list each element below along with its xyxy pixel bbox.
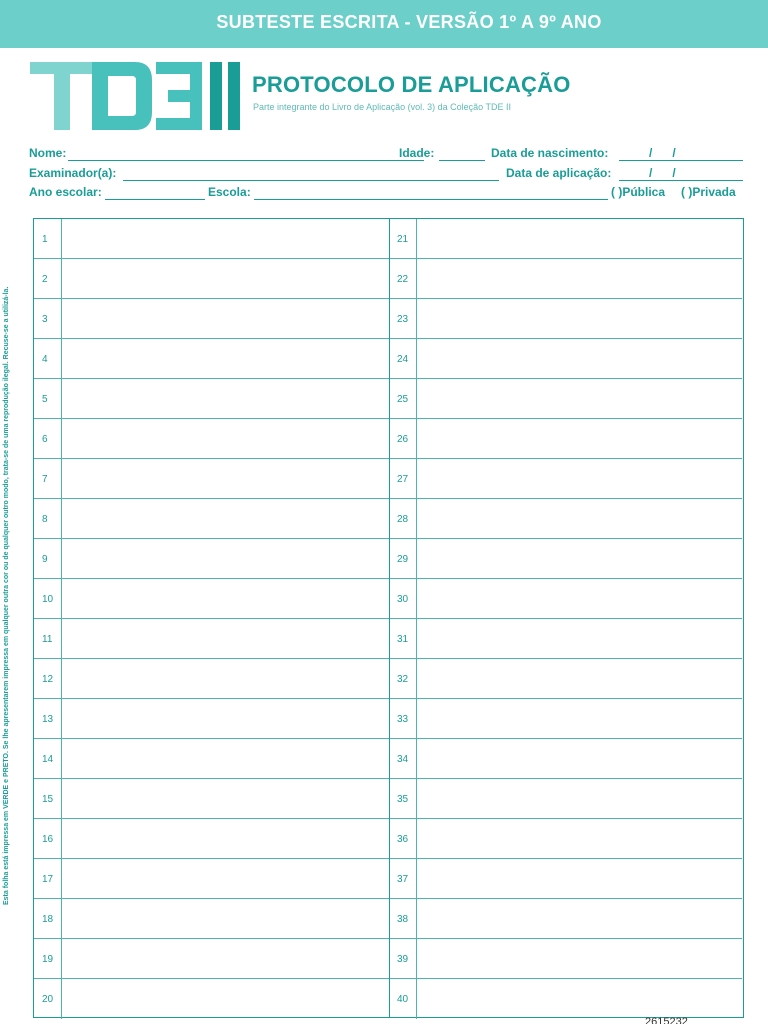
birth-label: Data de nascimento: bbox=[491, 146, 609, 160]
public-option[interactable]: ( )Pública bbox=[611, 185, 666, 199]
answer-row-number: 11 bbox=[34, 619, 62, 659]
answer-row-number: 36 bbox=[390, 819, 417, 859]
footer-code: 2615232 bbox=[645, 1016, 688, 1024]
answer-row-number: 28 bbox=[390, 499, 417, 539]
grade-label: Ano escolar: bbox=[29, 185, 102, 199]
answer-row[interactable] bbox=[390, 259, 742, 299]
answer-grid bbox=[33, 218, 744, 1018]
answer-row-number: 15 bbox=[34, 779, 62, 819]
answer-row[interactable] bbox=[34, 219, 389, 259]
name-label: Nome: bbox=[29, 146, 67, 160]
school-field[interactable] bbox=[254, 187, 608, 200]
answer-row[interactable] bbox=[34, 379, 389, 419]
application-date-label: Data de aplicação: bbox=[506, 166, 612, 180]
answer-row[interactable] bbox=[390, 499, 742, 539]
answer-row[interactable] bbox=[34, 779, 389, 819]
side-note: Esta folha está impressa em VERDE e PRETO. Se lhe apresentarem impressa em qualquer outra cor ou de qualquer outro modo, trata-se de uma reprodução ilegal. Recuse-se a utilizá-la. bbox=[3, 286, 10, 905]
answer-row-number: 9 bbox=[34, 539, 62, 579]
answer-row[interactable] bbox=[390, 819, 742, 859]
answer-row[interactable] bbox=[390, 339, 742, 379]
answer-column-right bbox=[390, 219, 742, 1017]
answer-row[interactable] bbox=[34, 539, 389, 579]
private-option[interactable]: ( )Privada bbox=[681, 185, 736, 199]
answer-row[interactable] bbox=[390, 419, 742, 459]
answer-row[interactable] bbox=[390, 939, 742, 979]
application-date-slashes: / / bbox=[649, 166, 676, 180]
answer-row-number: 25 bbox=[390, 379, 417, 419]
protocol-subtitle: Parte integrante do Livro de Aplicação (vol. 3) da Coleção TDE II bbox=[253, 102, 511, 112]
tde-logo bbox=[30, 62, 242, 130]
answer-row[interactable] bbox=[34, 259, 389, 299]
answer-row-number: 14 bbox=[34, 739, 62, 779]
answer-row[interactable] bbox=[390, 739, 742, 779]
answer-row[interactable] bbox=[390, 539, 742, 579]
answer-row-number: 32 bbox=[390, 659, 417, 699]
answer-row-number: 13 bbox=[34, 699, 62, 739]
answer-row[interactable] bbox=[34, 299, 389, 339]
examiner-label: Examinador(a): bbox=[29, 166, 117, 180]
answer-row-number: 4 bbox=[34, 339, 62, 379]
subtest-title: SUBTESTE ESCRITA - VERSÃO 1º A 9º ANO bbox=[216, 12, 602, 32]
answer-row[interactable] bbox=[390, 779, 742, 819]
answer-row-number: 33 bbox=[390, 699, 417, 739]
answer-row[interactable] bbox=[390, 659, 742, 699]
answer-row-number: 8 bbox=[34, 499, 62, 539]
answer-row[interactable] bbox=[390, 899, 742, 939]
grade-field[interactable] bbox=[105, 187, 205, 200]
answer-row-number: 26 bbox=[390, 419, 417, 459]
answer-row-number: 37 bbox=[390, 859, 417, 899]
answer-row[interactable] bbox=[34, 819, 389, 859]
form-row-examiner bbox=[29, 166, 744, 182]
answer-row[interactable] bbox=[390, 619, 742, 659]
answer-row-number: 20 bbox=[34, 979, 62, 1019]
birth-date-field[interactable] bbox=[619, 148, 743, 161]
answer-row[interactable] bbox=[390, 979, 742, 1019]
answer-row[interactable] bbox=[34, 419, 389, 459]
answer-row[interactable] bbox=[34, 339, 389, 379]
answer-row-number: 16 bbox=[34, 819, 62, 859]
answer-row-number: 19 bbox=[34, 939, 62, 979]
protocol-title: PROTOCOLO DE APLICAÇÃO bbox=[252, 72, 571, 97]
form-row-school bbox=[29, 185, 744, 201]
answer-row-number: 21 bbox=[390, 219, 417, 259]
answer-row[interactable] bbox=[390, 219, 742, 259]
answer-row-number: 1 bbox=[34, 219, 62, 259]
answer-row[interactable] bbox=[390, 859, 742, 899]
answer-row[interactable] bbox=[34, 899, 389, 939]
answer-row-number: 35 bbox=[390, 779, 417, 819]
answer-row-number: 24 bbox=[390, 339, 417, 379]
answer-column-left bbox=[34, 219, 390, 1017]
answer-row[interactable] bbox=[390, 299, 742, 339]
answer-row-number: 34 bbox=[390, 739, 417, 779]
answer-row[interactable] bbox=[34, 619, 389, 659]
answer-row[interactable] bbox=[34, 459, 389, 499]
answer-row[interactable] bbox=[34, 859, 389, 899]
examiner-field[interactable] bbox=[123, 168, 499, 181]
answer-row-number: 39 bbox=[390, 939, 417, 979]
answer-row-number: 2 bbox=[34, 259, 62, 299]
answer-row-number: 29 bbox=[390, 539, 417, 579]
answer-row-number: 7 bbox=[34, 459, 62, 499]
answer-row[interactable] bbox=[34, 699, 389, 739]
answer-row-number: 23 bbox=[390, 299, 417, 339]
answer-row-number: 18 bbox=[34, 899, 62, 939]
answer-row-number: 38 bbox=[390, 899, 417, 939]
answer-row-number: 31 bbox=[390, 619, 417, 659]
answer-row[interactable] bbox=[390, 379, 742, 419]
answer-row-number: 30 bbox=[390, 579, 417, 619]
answer-row[interactable] bbox=[34, 739, 389, 779]
answer-row-number: 10 bbox=[34, 579, 62, 619]
answer-row[interactable] bbox=[34, 579, 389, 619]
answer-row-number: 6 bbox=[34, 419, 62, 459]
answer-row[interactable] bbox=[34, 939, 389, 979]
answer-row[interactable] bbox=[34, 979, 389, 1019]
answer-row-number: 40 bbox=[390, 979, 417, 1019]
form-row-name bbox=[29, 146, 744, 162]
answer-row[interactable] bbox=[34, 499, 389, 539]
name-field[interactable] bbox=[68, 148, 424, 161]
school-label: Escola: bbox=[208, 185, 251, 199]
answer-row-number: 27 bbox=[390, 459, 417, 499]
application-date-field[interactable] bbox=[619, 168, 743, 181]
answer-row[interactable] bbox=[390, 699, 742, 739]
answer-row-number: 17 bbox=[34, 859, 62, 899]
answer-row-number: 3 bbox=[34, 299, 62, 339]
answer-row[interactable] bbox=[390, 459, 742, 499]
answer-row[interactable] bbox=[34, 659, 389, 699]
answer-row-number: 22 bbox=[390, 259, 417, 299]
age-field[interactable] bbox=[439, 148, 485, 161]
birth-date-slashes: / / bbox=[649, 146, 676, 160]
answer-row-number: 5 bbox=[34, 379, 62, 419]
answer-row[interactable] bbox=[390, 579, 742, 619]
age-label: Idade: bbox=[399, 146, 435, 160]
answer-row-number: 12 bbox=[34, 659, 62, 699]
